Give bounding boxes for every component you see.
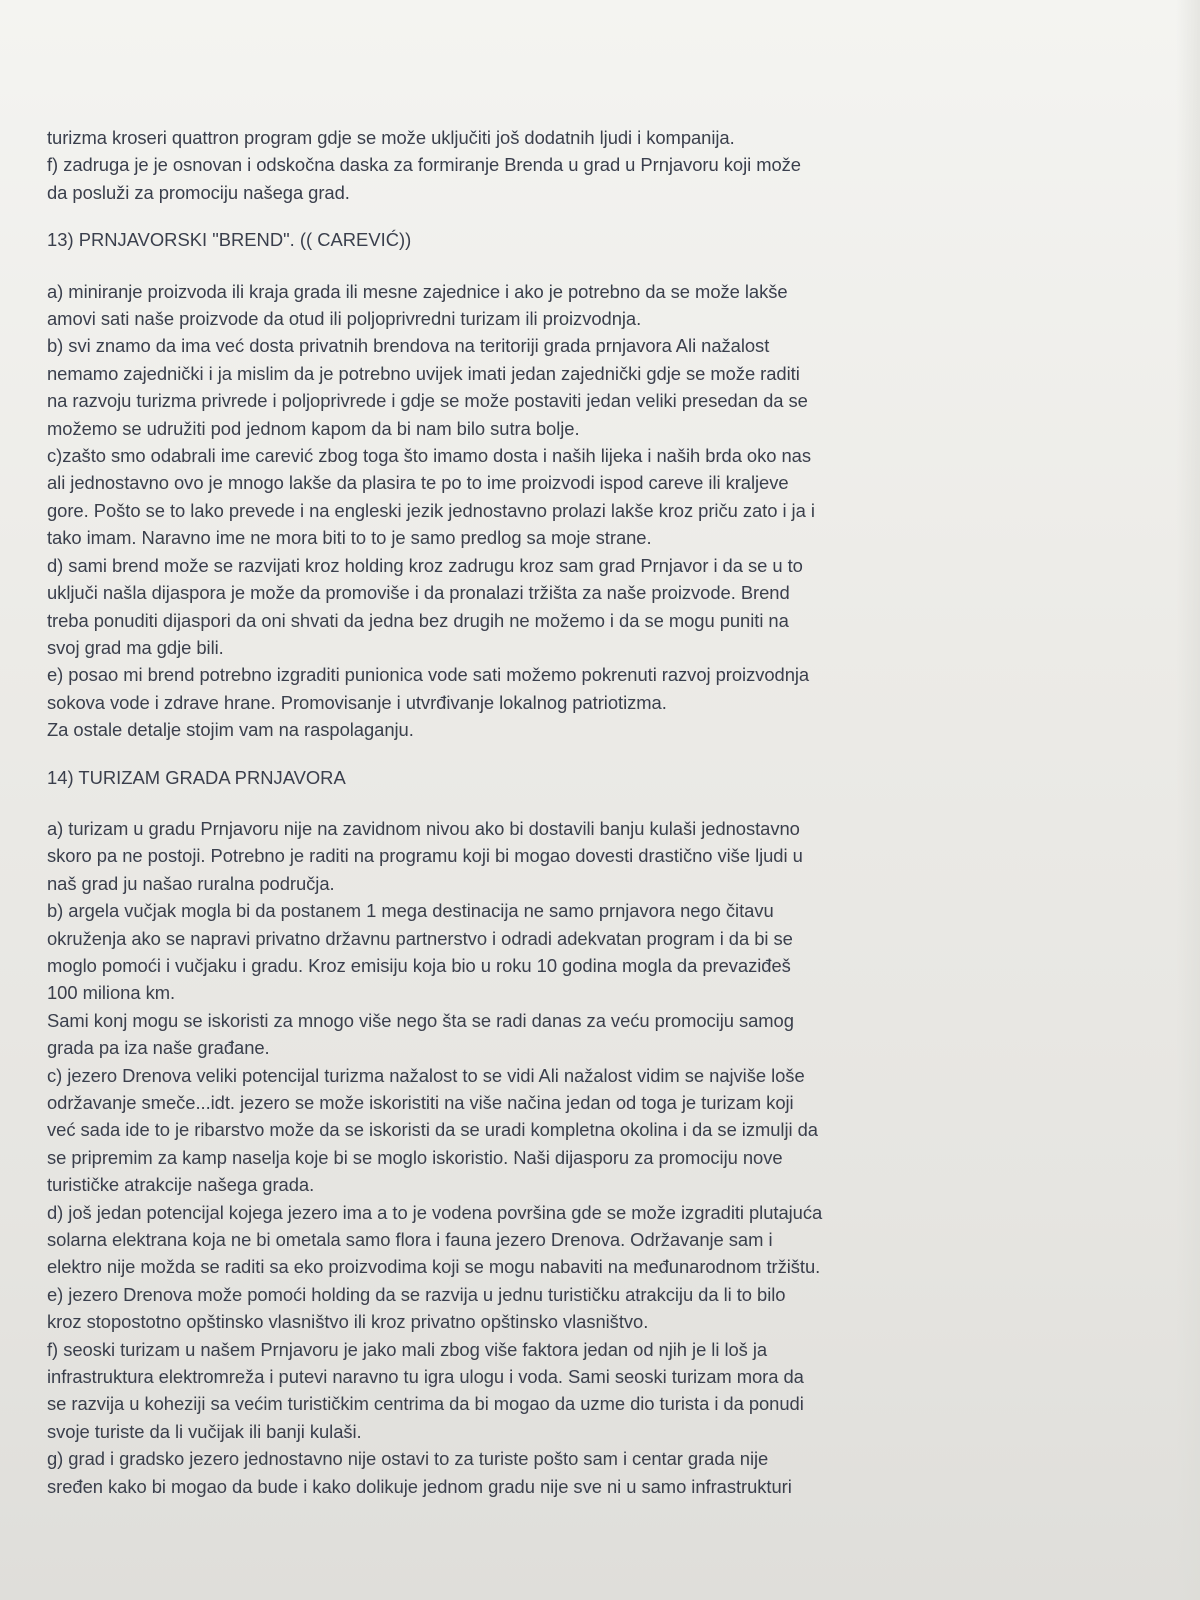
body-line: gore. Pošto se to lako prevede i na engleski jezik jednostavno prolazi lakše kroz priču zato i ja i: [47, 499, 815, 521]
body-line: Za ostale detalje stojim vam na raspolaganju.: [47, 719, 414, 741]
body-line: b) svi znamo da ima već dosta privatnih brendova na teritoriji grada prnjavora Ali nažalost: [47, 335, 770, 357]
body-line: d) sami brend može se razvijati kroz holding kroz zadrugu kroz sam grad Prnjavor i da se u to: [47, 554, 803, 576]
body-line: možemo se udružiti pod jednom kapom da bi nam bilo sutra bolje.: [47, 417, 580, 439]
body-line: amovi sati naše proizvode da otud ili poljoprivredni turizam ili proizvodnja.: [47, 308, 642, 330]
body-line: kroz stopostotno opštinsko vlasništvo ili kroz privatno opštinsko vlasništvo.: [47, 1311, 649, 1333]
body-line: infrastruktura elektromreža i putevi naravno tu igra ulogu i voda. Sami seoski turizam mora da: [47, 1366, 804, 1388]
body-line: tako imam. Naravno ime ne mora biti to to je samo predlog sa moje strane.: [47, 527, 652, 549]
body-line: c)zašto smo odabrali ime carević zbog toga što imamo dosta i naših lijeka i naših brda oko nas: [47, 445, 811, 467]
body-line: skoro pa ne postoji. Potrebno je raditi na programu koji bi mogao dovesti drastično više ljudi u: [47, 845, 803, 867]
body-line: svoje turiste da li vučijak ili banji kulaši.: [47, 1420, 362, 1442]
body-line: b) argela vučjak mogla bi da postanem 1 mega destinacija ne samo prnjavora nego čitavu: [47, 900, 774, 922]
page-edge-shadow: [1176, 0, 1200, 1600]
body-line: elektro nije možda se raditi sa eko proizvodima koji se mogu nabaviti na međunarodnom tržištu.: [47, 1256, 821, 1278]
body-line: d) još jedan potencijal kojega jezero ima a to je vodena površina gde se može izgraditi plutajuća: [47, 1201, 823, 1223]
body-line: naš grad ju našao ruralna područja.: [47, 872, 335, 894]
intro-line: f) zadruga je je osnovan i odskočna daska za formiranje Brenda u grad u Prnjavoru koji može: [47, 154, 801, 176]
section-13-body: [47, 278, 1110, 744]
body-line: svoj grad ma gdje bili.: [47, 636, 224, 658]
body-line: solarna elektrana koja ne bi ometala samo flora i fauna jezero Drenova. Održavanje sam i: [47, 1229, 773, 1251]
intro-line: turizma kroseri quattron program gdje se može uključiti još dodatnih ljudi i kompanija.: [47, 127, 735, 148]
body-line: uključi našla dijaspora je može da promoviše i da pronalazi tržišta za naše proizvode. Brend: [47, 582, 790, 604]
body-line: grada pa iza naše građane.: [47, 1037, 270, 1059]
body-line: sređen kako bi mogao da bude i kako dolikuje jednom gradu nije sve ni u samo infrastrukturi: [47, 1475, 792, 1497]
intro-block: [47, 124, 1110, 206]
body-line: a) miniranje proizvoda ili kraja grada ili mesne zajednice i ako je potrebno da se može lakše: [47, 280, 788, 302]
section-14-title: 14) TURIZAM GRADA PRNJAVORA: [47, 766, 346, 788]
body-line: treba ponuditi dijaspori da oni shvati da jedna bez drugih ne možemo i da se mogu puniti na: [47, 609, 789, 631]
body-line: već sada ide to je ribarstvo može da se iskoristi da se uradi kompletna okolina i da se izmulji da: [47, 1119, 818, 1141]
body-line: f) seoski turizam u našem Prnjavoru je jako mali zbog više faktora jedan od njih je li loš ja: [47, 1338, 768, 1360]
body-line: ali jednostavno ovo je mnogo lakše da plasira te po to ime proizvodi ispod careve ili kraljeve: [47, 472, 789, 494]
body-line: na razvoju turizma privrede i poljoprivrede i gdje se može postaviti jedan veliki presedan da se: [47, 390, 808, 412]
body-line: a) turizam u gradu Prnjavoru nije na zavidnom nivou ako bi dostavili banju kulaši jednostavno: [47, 817, 800, 839]
body-line: turističke atrakcije našega grada.: [47, 1174, 315, 1196]
body-line: sokova vode i zdrave hrane. Promovisanje i utvrđivanje lokalnog patriotizma.: [47, 691, 667, 713]
body-line: g) grad i gradsko jezero jednostavno nije ostavi to za turiste pošto sam i centar grada nije: [47, 1448, 769, 1470]
body-line: e) posao mi brend potrebno izgraditi punionica vode sati možemo pokrenuti razvoj proizvodnja: [47, 664, 810, 686]
section-13-title: 13) PRNJAVORSKI "BREND". (( CAREVIĆ)): [47, 229, 412, 251]
body-line: e) jezero Drenova može pomoći holding da se razvija u jednu turističku atrakciju da li to bilo: [47, 1283, 786, 1305]
body-line: održavanje smeče...idt. jezero se može iskoristiti na više načina jedan od toga je turizam koji: [47, 1092, 794, 1113]
body-line: nemamo zajednički i ja mislim da je potrebno uvijek imati jedan zajednički gdje se može raditi: [47, 362, 800, 384]
body-line: se pripremim za kamp naselja koje bi se moglo iskoristio. Naši dijasporu za promociju nove: [47, 1146, 783, 1168]
body-line: Sami konj mogu se iskoristi za mnogo više nego šta se radi danas za veću promociju samog: [47, 1009, 794, 1031]
body-line: c) jezero Drenova veliki potencijal turizma nažalost to se vidi Ali nažalost vidim se najviše loše: [47, 1064, 805, 1086]
body-line: moglo pomoći i vučjaku i gradu. Kroz emisiju koja bio u roku 10 godina mogla da prevazіđeš: [47, 954, 791, 976]
body-line: se razvija u koheziji sa većim turističkim centrima da bi mogao da uzme dio turista i da ponudi: [47, 1393, 804, 1415]
body-line: 100 miliona km.: [47, 982, 176, 1004]
body-line: okruženja ako se napravi privatno državnu partnerstvo i odradi adekvatan program i da bi se: [47, 927, 793, 949]
section-14-body: [47, 815, 1110, 1500]
intro-line: da posluži za promociju našega grad.: [47, 181, 350, 203]
